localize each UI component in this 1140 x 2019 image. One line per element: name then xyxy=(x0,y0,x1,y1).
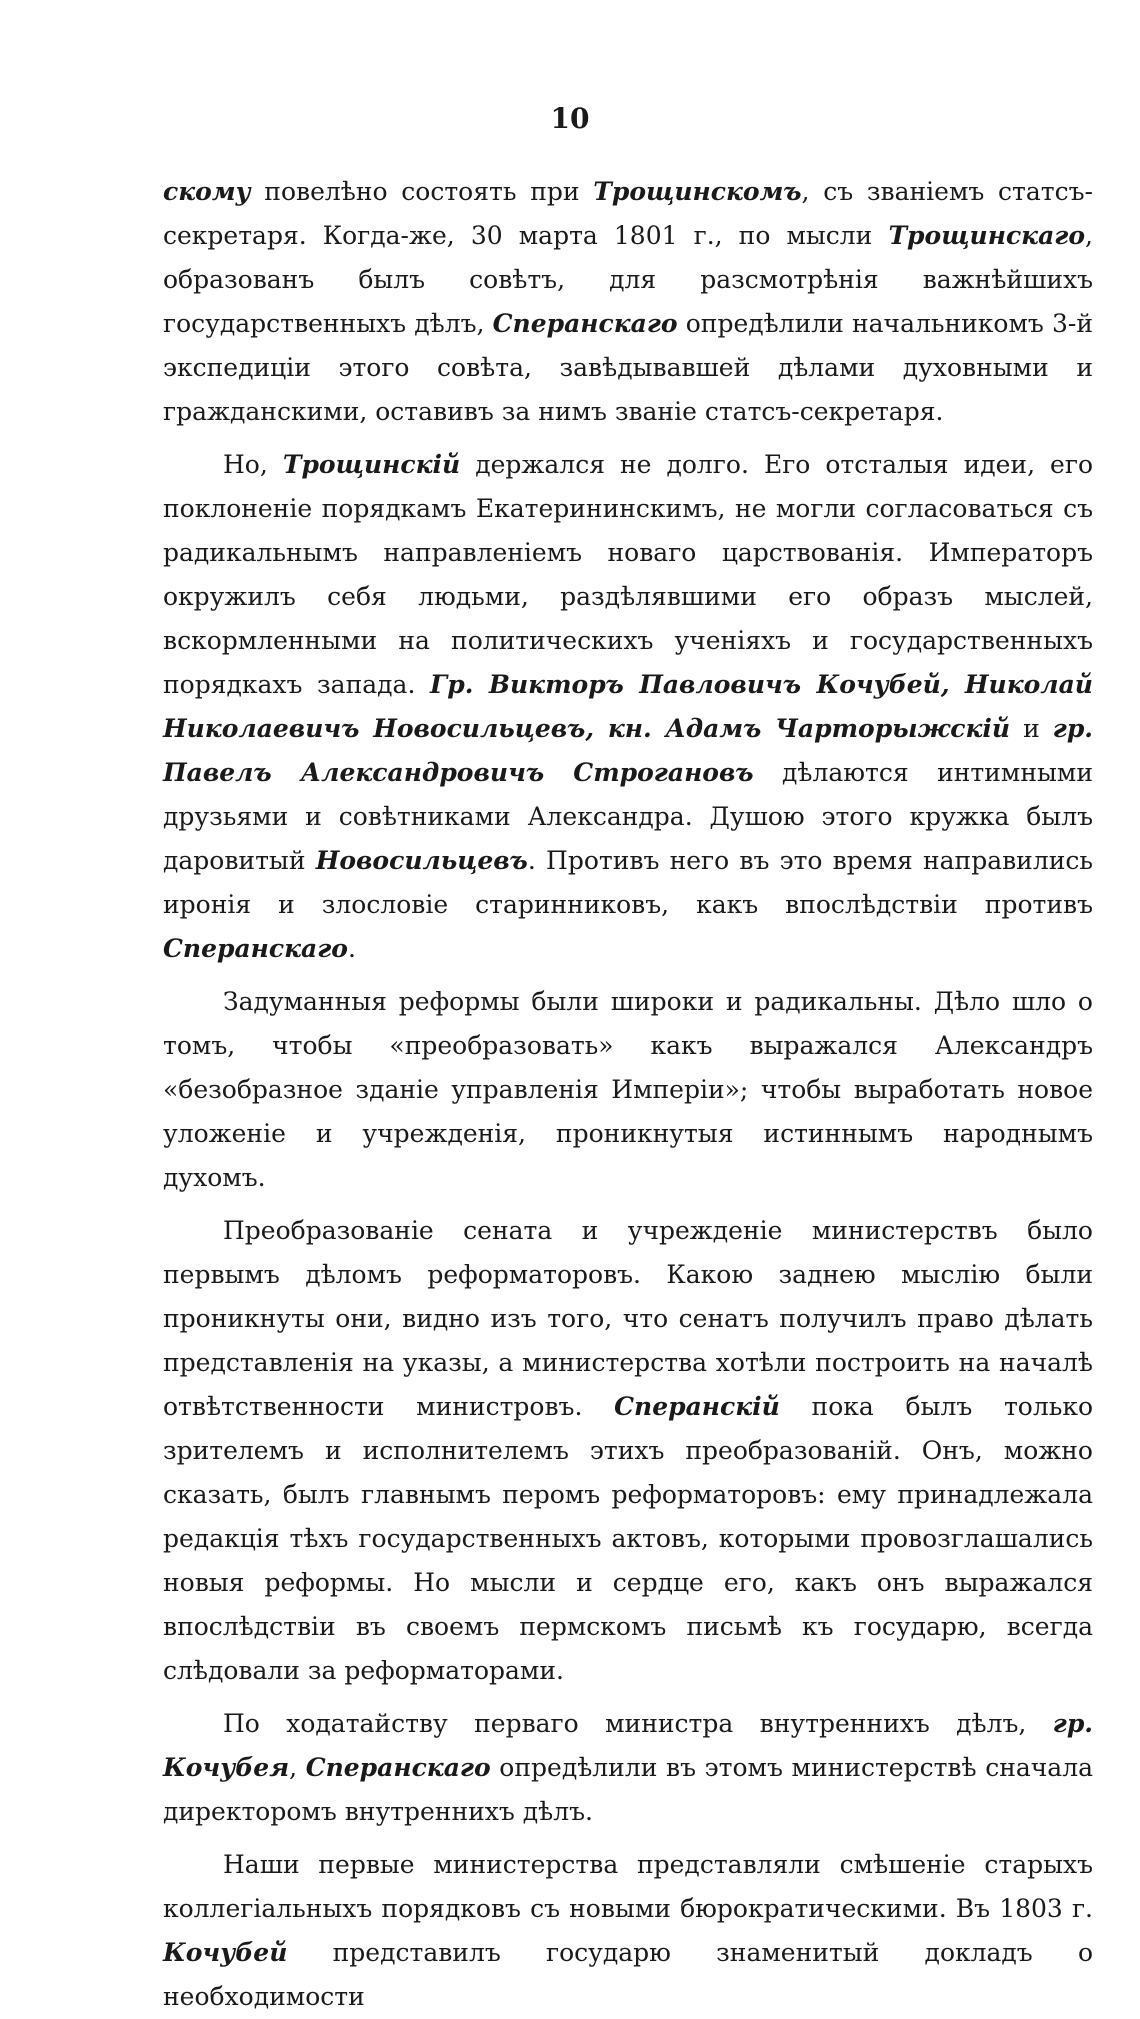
text-run: представилъ государю знаменитый докладъ о необходимости xyxy=(163,1938,1093,2011)
italic-name: скому xyxy=(163,177,251,206)
text-run: повелѣно состоять при xyxy=(250,177,594,206)
paragraph xyxy=(163,170,1093,434)
italic-name: Сперанскаго xyxy=(492,309,678,338)
text-run: дѣлаются интимными друзьями и совѣтниками Александра. Душою этого кружка былъ даровитый xyxy=(163,758,1093,875)
text-run: . Противъ него въ это время направились иронія и злословіе старинниковъ, какъ впослѣдствіи противъ xyxy=(163,846,1093,919)
italic-name: гр. Павелъ Александровичъ Строгановъ xyxy=(163,714,1093,787)
text-run: , съ званіемъ статсъ-секретаря. Когда-же, 30 марта 1801 г., по мысли xyxy=(163,177,1093,250)
text-run: пока былъ только зрителемъ и исполнителемъ этихъ преобразованій. Онъ, можно сказать, былъ главнымъ перомъ реформаторовъ: ему принадлежала редакція тѣхъ государственныхъ актовъ, которыми провозглашались новыя реформы. Но мысли и сердце его, какъ онъ выражался впослѣдствіи въ своемъ пермскомъ письмѣ къ государю, всегда слѣдовали за реформаторами. xyxy=(163,1392,1094,1685)
paragraph xyxy=(163,1209,1093,1693)
page-text-body xyxy=(163,170,1093,2019)
italic-name: Сперанскій xyxy=(614,1392,780,1421)
paragraph xyxy=(163,443,1093,971)
text-run: Задуманныя реформы были широки и радикальны. Дѣло шло о томъ, чтобы «преобразовать» какъ выражался Александръ «безобразное зданіе управленія Имперіи»; чтобы выработать новое уложеніе и учрежденія, проникнутыя истиннымъ народнымъ духомъ. xyxy=(163,987,1093,1192)
italic-name: Сперанскаго xyxy=(305,1753,491,1782)
italic-name: Кочубей xyxy=(163,1938,288,1967)
text-run: , образованъ былъ совѣтъ, для разсмотрѣнія важнѣйшихъ государственныхъ дѣлъ, xyxy=(163,221,1093,338)
paragraph xyxy=(163,980,1093,1200)
text-run: , xyxy=(289,1753,306,1782)
italic-name: гр. Кочубея xyxy=(163,1709,1093,1782)
text-run: Наши первые министерства представляли смѣшеніе старыхъ коллегіальныхъ порядковъ съ новыми бюрократическими. Въ 1803 г. xyxy=(163,1850,1093,1923)
italic-name: Трощинскомъ xyxy=(593,177,802,206)
italic-name: Трощинскаго xyxy=(888,221,1086,250)
text-run: опредѣлили начальникомъ 3-й экспедиціи этого совѣта, завѣдывавшей дѣлами духовными и гражданскими, оставивъ за нимъ званіе статсъ-секретаря. xyxy=(163,309,1094,426)
text-run: держался не долго. Его отсталыя идеи, его поклоненіе порядкамъ Екатерининскимъ, не могли согласоваться съ радикальнымъ направленіемъ новаго царствованія. Императоръ окружилъ себя людьми, раздѣлявшими его образъ мыслей, вскормленными на политическихъ ученіяхъ и государственныхъ порядкахъ запада. xyxy=(163,450,1094,699)
text-run: опредѣлили въ этомъ министерствѣ сначала директоромъ внутреннихъ дѣлъ. xyxy=(163,1753,1093,1826)
paragraph xyxy=(163,1702,1093,1834)
italic-name: Сперанскаго xyxy=(163,934,348,963)
text-run: Преобразованіе сената и учрежденіе министерствъ было первымъ дѣломъ реформаторовъ. Какою заднею мыслію были проникнуты они, видно изъ того, что сенатъ получилъ право дѣлать представленія на указы, а министерства хотѣли построить на началѣ отвѣтственности министровъ. xyxy=(163,1216,1093,1421)
text-run: и xyxy=(1010,714,1053,743)
text-run: Но, xyxy=(223,450,283,479)
text-run: По ходатайству перваго министра внутреннихъ дѣлъ, xyxy=(223,1709,1053,1738)
italic-name: Новосильцевъ xyxy=(315,846,528,875)
page-number: 10 xyxy=(550,102,590,135)
italic-name: Трощинскій xyxy=(282,450,461,479)
text-run: . xyxy=(347,934,356,963)
italic-name: Гр. Викторъ Павловичъ Кочубей, Николай Николаевичъ Новосильцевъ, кн. Адамъ Чарторыжскій xyxy=(163,670,1093,743)
paragraph xyxy=(163,1843,1093,2019)
